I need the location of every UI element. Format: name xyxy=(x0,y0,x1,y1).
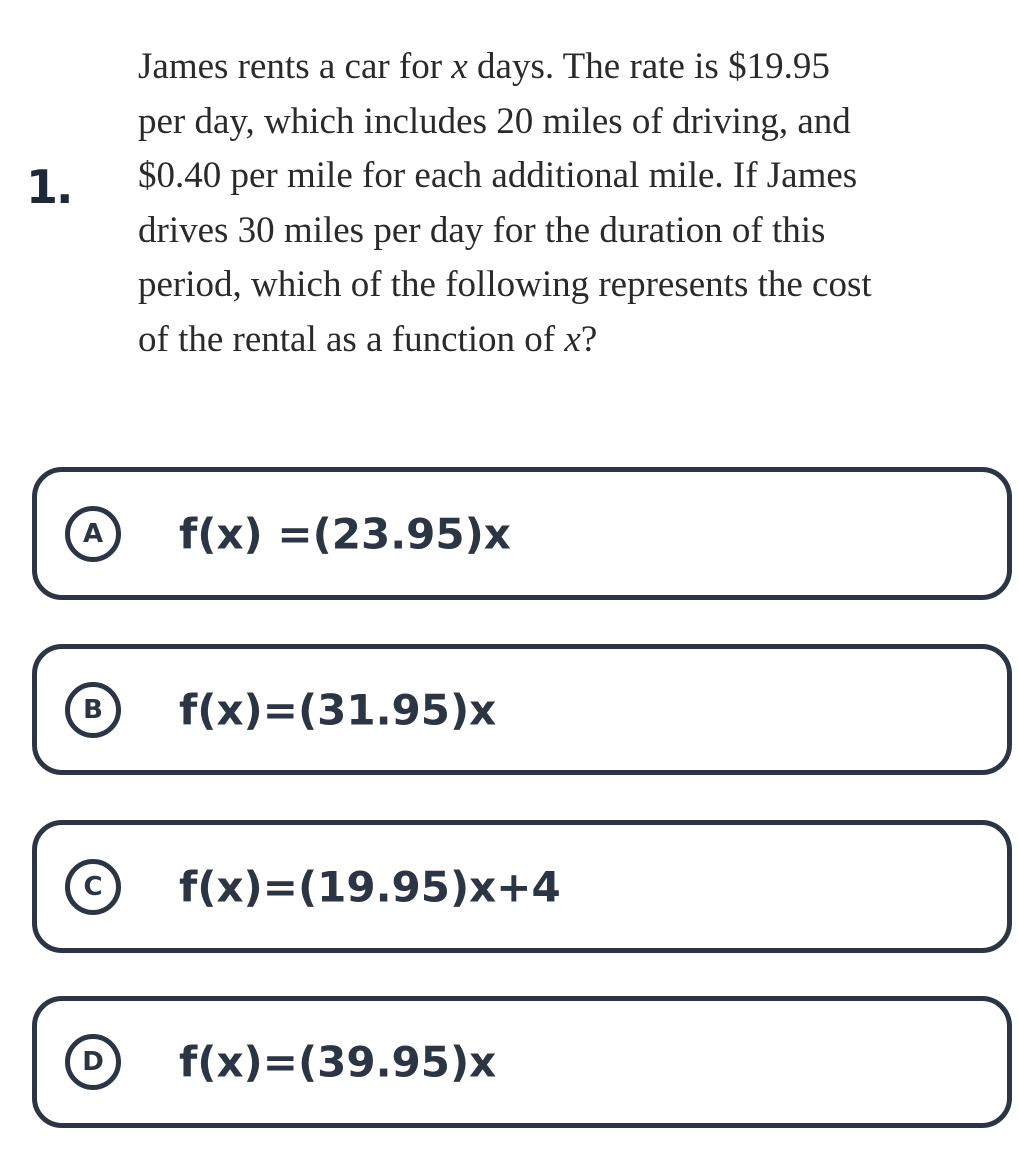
option-d-formula: f(x)=(39.95)x xyxy=(179,1037,497,1087)
question-number: 1. xyxy=(26,160,72,214)
option-a-formula: f(x) =(23.95)x xyxy=(179,509,511,558)
option-d-letter-badge: D xyxy=(65,1034,121,1090)
option-b[interactable] xyxy=(32,644,1012,775)
option-a[interactable] xyxy=(32,467,1012,600)
question-text xyxy=(138,40,1006,367)
question-line: period, which of the following represents the cost xyxy=(138,264,872,305)
option-c[interactable] xyxy=(32,820,1012,953)
question-line: of the rental as a function of x? xyxy=(138,318,598,360)
option-b-letter-badge: B xyxy=(65,682,121,738)
question-line: $0.40 per mile for each additional mile. If James xyxy=(138,155,858,196)
option-d[interactable] xyxy=(32,996,1012,1128)
option-c-formula: f(x)=(19.95)x+4 xyxy=(179,862,561,911)
option-c-letter-badge: C xyxy=(65,859,121,915)
question-line: per day, which includes 20 miles of driving, and xyxy=(138,100,851,142)
question-line: drives 30 miles per day for the duration of this xyxy=(138,209,826,251)
option-b-formula: f(x)=(31.95)x xyxy=(179,685,497,734)
option-a-letter-badge: A xyxy=(65,506,121,562)
question-line: James rents a car for x days. The rate is $19.95 xyxy=(138,46,830,87)
